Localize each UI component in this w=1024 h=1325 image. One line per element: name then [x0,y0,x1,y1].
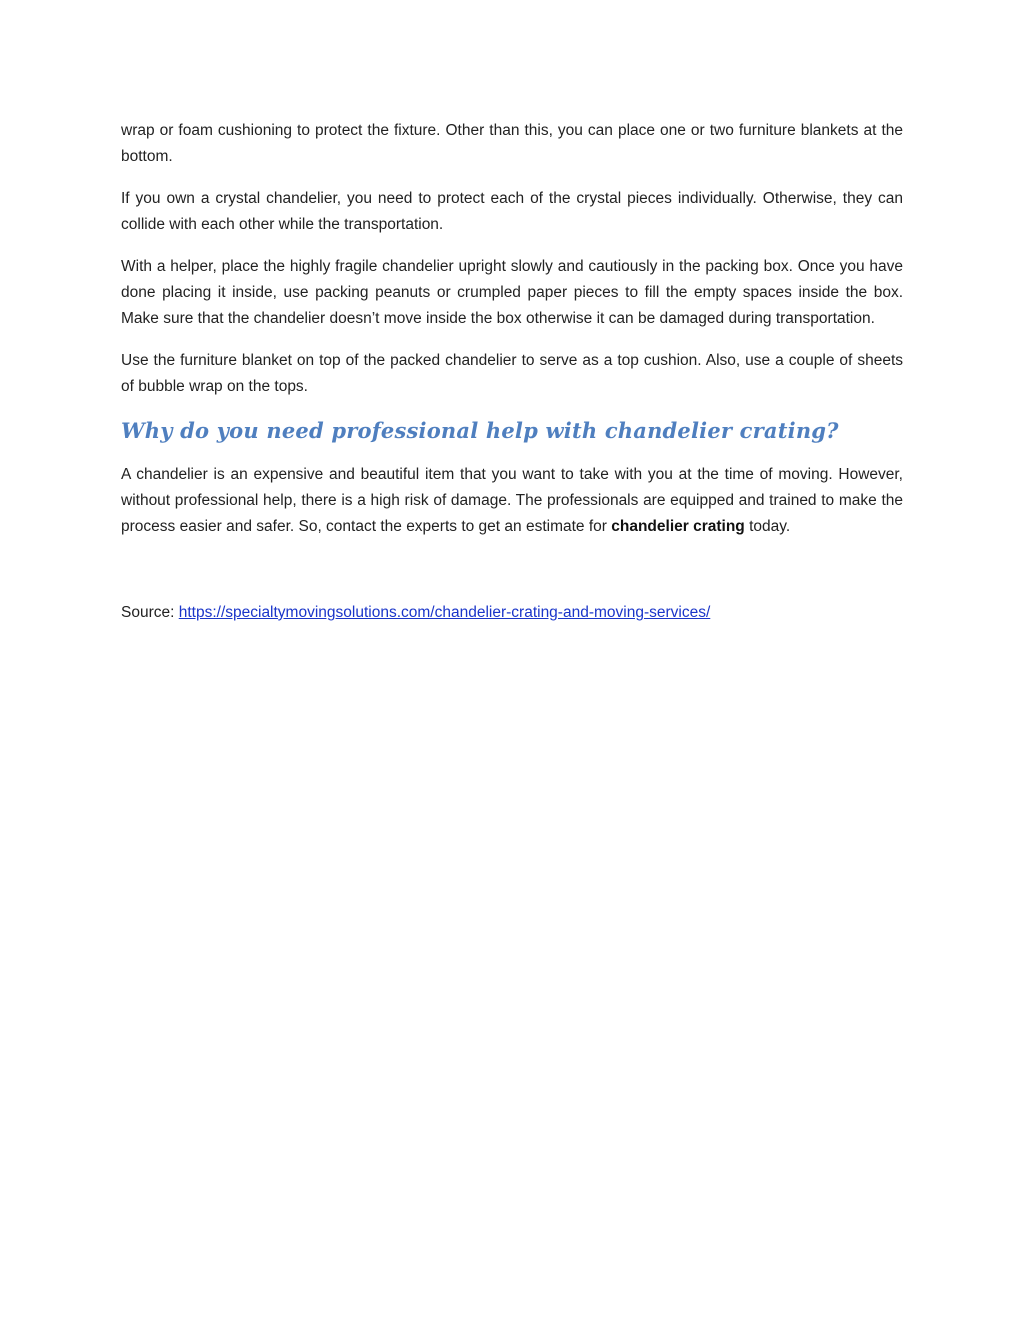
source-label: Source: [121,604,179,621]
section-heading: Why do you need professional help with chandelier crating? [121,418,839,443]
closing-text: A chandelier is an expensive and beautiful item that you want to take with you at the time of moving. However, without professional help, there is a high risk of damage. The professionals are equipped and trained to make the process easier and safer. So, contact the experts to get an estimate for [121,466,903,535]
paragraph-crystal: If you own a crystal chandelier, you need to protect each of the crystal pieces individually. Otherwise, they can collide with each other while the transportation. [121,190,903,233]
closing-text-end: today. [744,518,791,535]
source-link[interactable]: https://specialtymovingsolutions.com/chandelier-crating-and-moving-services/ [178,604,711,621]
closing-bold-keyword: chandelier crating [611,518,745,535]
source-line [121,600,903,626]
paragraph-blanket: Use the furniture blanket on top of the packed chandelier to serve as a top cushion. Also, use a couple of sheets of bubble wrap on the tops. [121,352,903,395]
document-page [121,118,903,642]
paragraph-closing [121,462,903,540]
paragraph-cushioning: wrap or foam cushioning to protect the fixture. Other than this, you can place one or two furniture blankets at the bottom. [121,122,903,165]
paragraph-helper: With a helper, place the highly fragile chandelier upright slowly and cautiously in the packing box. Once you have done placing it inside, use packing peanuts or crumpled paper pieces to fill the empty spaces inside the box. Make sure that the chandelier doesn’t move inside the box otherwise it can be damaged during transportation. [121,258,903,327]
